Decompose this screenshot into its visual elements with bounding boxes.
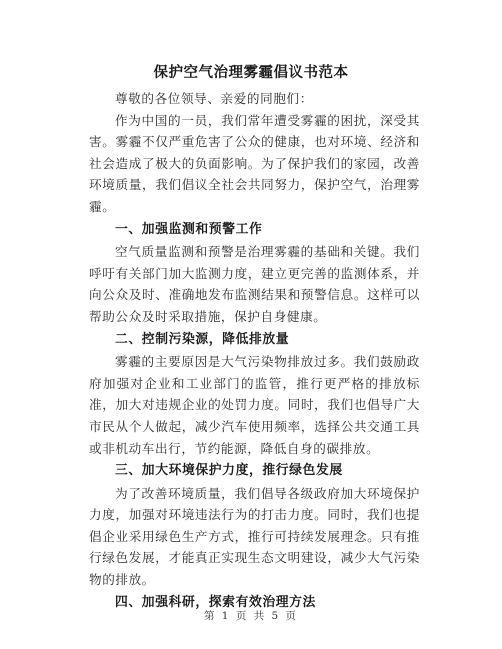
section-paragraph-2: 雾霾的主要原因是大气污染物排放过多。我们鼓励政府加强对企业和工业部门的监管，推行更严格的排放标准，加大对违规企业的处罚力度。同时，我们也倡导广大市民从个人做起，减少汽车使用频率，选择公共交通工具或非机动车出行，节约能源，降低自身的碳排放。 (89, 354, 420, 456)
page-number-footer: 第 1 页 共 5 页 (203, 610, 299, 622)
intro-paragraph: 作为中国的一员，我们常年遭受雾霾的困扰，深受其害。雾霾不仅严重危害了公众的健康，也对环境、经济和社会造成了极大的负面影响。为了保护我们的家园，改善环境质量，我们倡议全社会共同努力，保护空气，治理雾霾。 (89, 112, 420, 214)
section-heading-2: 二、控制污染源，降低排放量 (115, 331, 290, 347)
section-paragraph-1: 空气质量监测和预警是治理雾霾的基础和关键。我们呼吁有关部门加大监测力度，建立更完善的监测体系，并向公众及时、准确地发布监测结果和预警信息。这样可以帮助公众及时采取措施，保护自身健康。 (89, 244, 420, 324)
section-heading-4: 四、加强科研，探索有效治理方法 (115, 594, 316, 610)
section-heading-3: 三、加大环境保护力度，推行绿色发展 (115, 463, 343, 479)
section-heading-1: 一、加强监测和预警工作 (115, 221, 263, 237)
document-title: 保护空气治理雾霾倡议书范本 (153, 65, 349, 81)
document-body (89, 88, 420, 614)
section-paragraph-3: 为了改善环境质量，我们倡导各级政府加大环境保护力度，加强对环境违法行为的打击力度。同时，我们也提倡企业采用绿色生产方式，推行可持续发展理念。只有推行绿色发展，才能真正实现生态文明建设，减少大气污染物的排放。 (89, 485, 420, 588)
salutation-paragraph: 尊敬的各位领导、亲爱的同胞们： (115, 91, 313, 106)
